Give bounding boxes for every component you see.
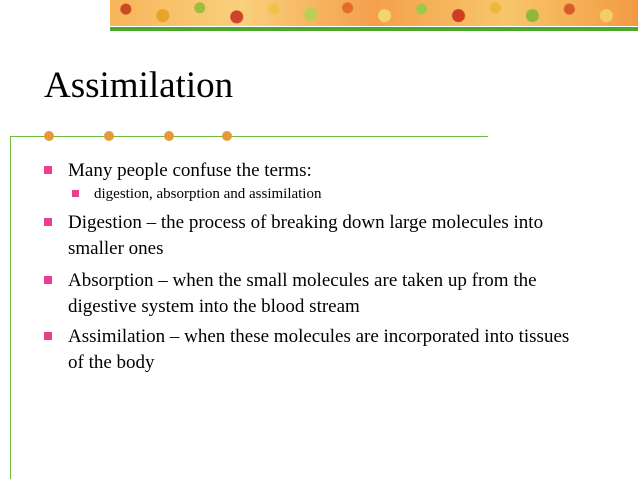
bullet-item (44, 158, 604, 184)
bullet-square-icon (44, 332, 52, 340)
sub-bullet-square-icon (72, 190, 79, 197)
bullet-text: Digestion – the process of breaking down large molecules into smaller ones (68, 212, 544, 259)
frame-vertical-line (10, 136, 11, 479)
banner-underline (110, 27, 638, 31)
bullet-item (44, 210, 604, 262)
decorative-dot (104, 131, 114, 141)
sub-bullet-text: digestion, absorption and assimilation (94, 186, 322, 202)
decorative-dot (44, 131, 54, 141)
bullet-text: Many people confuse the terms: (68, 160, 312, 181)
bullet-text: Assimilation – when these molecules are incorporated into tissues of the body (68, 326, 570, 373)
slide-title: Assimilation (44, 65, 234, 106)
bullet-text: Absorption – when the small molecules are taken up from the digestive system into the blood stream (68, 270, 537, 317)
bullet-item (44, 324, 604, 376)
bullet-item (44, 268, 604, 320)
bullet-square-icon (44, 276, 52, 284)
decorative-dot (222, 131, 232, 141)
sub-bullet-item (72, 184, 572, 204)
bullet-square-icon (44, 218, 52, 226)
decorative-banner-image (110, 0, 638, 26)
frame-horizontal-line (10, 136, 488, 137)
decorative-dot (164, 131, 174, 141)
bullet-square-icon (44, 166, 52, 174)
